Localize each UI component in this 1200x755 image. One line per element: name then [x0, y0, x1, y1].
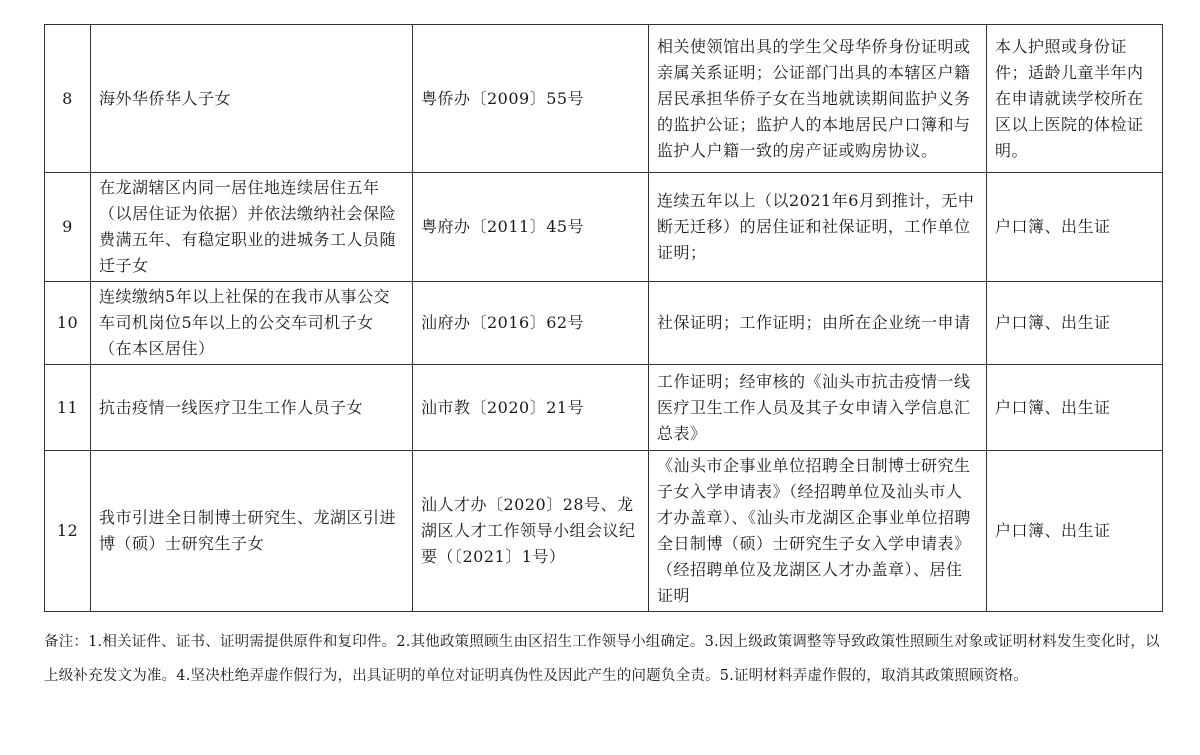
row-number: 8	[45, 25, 91, 173]
row-number: 10	[45, 282, 91, 365]
materials-cell: 社保证明；工作证明；由所在企业统一申请	[649, 282, 987, 365]
category-cell: 我市引进全日制博士研究生、龙湖区引进博（硕）士研究生子女	[91, 451, 413, 612]
document-cell: 粤侨办〔2009〕55号	[413, 25, 649, 173]
document-cell: 汕人才办〔2020〕28号、龙湖区人才工作领导小组会议纪要（〔2021〕1号）	[413, 451, 649, 612]
materials-cell: 相关使领馆出具的学生父母华侨身份证明或亲属关系证明；公证部门出具的本辖区户籍居民承担华侨子女在当地就读期间监护义务的监护公证；监护人的本地居民户口簿和与监护人户籍一致的房产证或购房协议。	[649, 25, 987, 173]
document-cell: 粤府办〔2011〕45号	[413, 173, 649, 282]
row-number: 11	[45, 365, 91, 451]
required-docs-cell: 户口簿、出生证	[987, 173, 1163, 282]
policy-table	[44, 24, 1163, 612]
category-cell: 连续缴纳5年以上社保的在我市从事公交车司机岗位5年以上的公交车司机子女（在本区居住）	[91, 282, 413, 365]
table-row	[45, 25, 1163, 173]
category-cell: 抗击疫情一线医疗卫生工作人员子女	[91, 365, 413, 451]
required-docs-cell: 户口簿、出生证	[987, 451, 1163, 612]
required-docs-cell: 户口簿、出生证	[987, 282, 1163, 365]
materials-cell: 工作证明；经审核的《汕头市抗击疫情一线医疗卫生工作人员及其子女申请入学信息汇总表》	[649, 365, 987, 451]
document-cell: 汕府办〔2016〕62号	[413, 282, 649, 365]
category-cell: 海外华侨华人子女	[91, 25, 413, 173]
row-number: 9	[45, 173, 91, 282]
table-row	[45, 451, 1163, 612]
required-docs-cell: 本人护照或身份证件；适龄儿童半年内在申请就读学校所在区以上医院的体检证明。	[987, 25, 1163, 173]
table-row	[45, 365, 1163, 451]
row-number: 12	[45, 451, 91, 612]
table-row	[45, 282, 1163, 365]
category-cell: 在龙湖辖区内同一居住地连续居住五年（以居住证为依据）并依法缴纳社会保险费满五年、有稳定职业的进城务工人员随迁子女	[91, 173, 413, 282]
materials-cell: 《汕头市企事业单位招聘全日制博士研究生子女入学申请表》（经招聘单位及汕头市人才办盖章）、《汕头市龙湖区企事业单位招聘全日制博（硕）士研究生子女入学申请表》（经招聘单位及龙湖区人才办盖章）、居住证明	[649, 451, 987, 612]
document-cell: 汕市教〔2020〕21号	[413, 365, 649, 451]
required-docs-cell: 户口簿、出生证	[987, 365, 1163, 451]
remarks-paragraph: 备注：1.相关证件、证书、证明需提供原件和复印件。2.其他政策照顾生由区招生工作领导小组确定。3.因上级政策调整等导致政策性照顾生对象或证明材料发生变化时，以上级补充发文为准。4.坚决杜绝弄虚作假行为，出具证明的单位对证明真伪性及因此产生的问题负全责。5.证明材料弄虚作假的，取消其政策照顾资格。	[44, 634, 1160, 684]
table-row	[45, 173, 1163, 282]
materials-cell: 连续五年以上（以2021年6月到推计，无中断无迁移）的居住证和社保证明，工作单位证明；	[649, 173, 987, 282]
